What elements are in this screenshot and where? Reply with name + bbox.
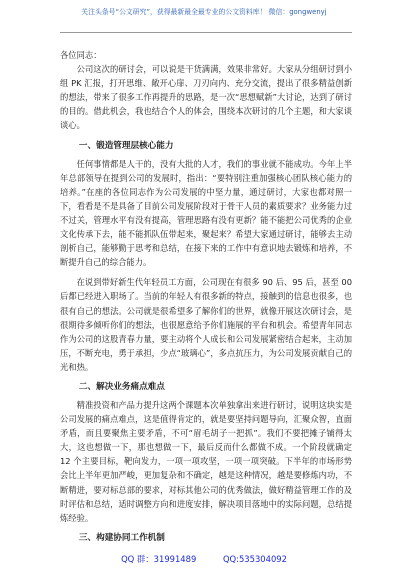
section-heading-3: 三、构建协同工作机制 (78, 532, 165, 543)
greeting: 各位同志： (60, 50, 102, 60)
section-1-paragraph-1: 任何事情都是人干的，没有大批的人才，我们的事业就不能成功。今年上半年总部领导在提到公司的发展时，指出：“要特别注重加强核心团队核心能力的培养。”在座的各位同志作为公司发展的中坚力量，通过研讨，大家也都对照一下，看看是不是具备了目前公司发展阶段对于骨干人员的素质要求？业务能力过不过关，管理水平有没有提高，管理思路有没有更新？能不能把公司优秀的企业文化传承下去，能不能抓队伍带起来，聚起来？希望大家通过研讨，能够去主动剖析自己，能够勤于思考和总结，在接下来的工作中有意识地去锻炼和培养，不断提升自己的综合能力。 (60, 158, 352, 268)
footer-qq-number: QQ:535304092 (222, 554, 287, 564)
intro-paragraph: 公司这次的研讨会，可以说是干货满满，效果非常好。大家从分组研讨到小组 PK 汇报，打开思维、敞开心扉、刀刃向内、充分交流，提出了很多精益创新的想法，带来了很多工作再提升的思路，是一次“思想赋新”大讨论，达到了研讨的目的。借此机会，我也结合个人的体会，围绕本次研讨的几个主题，和大家谈谈心。 (60, 64, 352, 131)
header-note: 关注头条号“公文研究”，获得最新最全最专业的公文资料库！ 微信：gongwenyj (81, 8, 327, 16)
section-1-paragraph-2: 在说到带好新生代年轻员工方面，公司现在有很多 90 后、95 后，甚至 00 后都已经进入职场了。当前的年轻人有很多新的特点，接触到的信息也很多，也很有自己的想法。公司就是很希望多了解你们的世界，就像开展这次研讨会，是很期待多倾听你们的想法，也很愿意给予你们施展的平台和机会。希望青年同志作为公司的这股青春力量，要主动将个人成长和公司发展紧密结合起来，主动加压，不断充电，勇于承担，少点“玻璃心”，多点抗压力，为公司发展贡献自己的光和热。 (60, 277, 352, 372)
footer-qq-group: QQ 群：31991489 (121, 554, 197, 564)
header-divider (60, 32, 352, 33)
footer-contact (0, 553, 408, 565)
document-body (60, 48, 352, 549)
section-2-paragraph-1: 精准投资和产品力提升这两个课题本次单独拿出来进行研讨，说明这块实是公司发展的痛点难点，这是值得肯定的，就是要坚持问题导向，汇聚众智，直面矛盾，而且要聚焦主要矛盾，不可“眉毛胡子一把抓”。我们不要把摊子铺得太大，这也想做一下，那也想做一下，最后反而什么都做不成。一个阶段就确定 12 个主要目标，靶向发力，一项一项攻坚，一项一项突破。下半年的市场形势会比上半年更加严峻，更加复杂和不确定，越是这种情况，越是要修炼内功，不断精进，要对标总部的要求，对标其他公司的优秀做法，做好精益管理工作的及时评估和总结，适时调整方向和进度安排，解决项目落地中的实际问题，总结提炼经验。 (60, 399, 352, 523)
section-heading-1: 一、锻造管理层核心能力 (78, 140, 174, 151)
section-heading-2: 二、解决业务痛点难点 (78, 381, 165, 392)
